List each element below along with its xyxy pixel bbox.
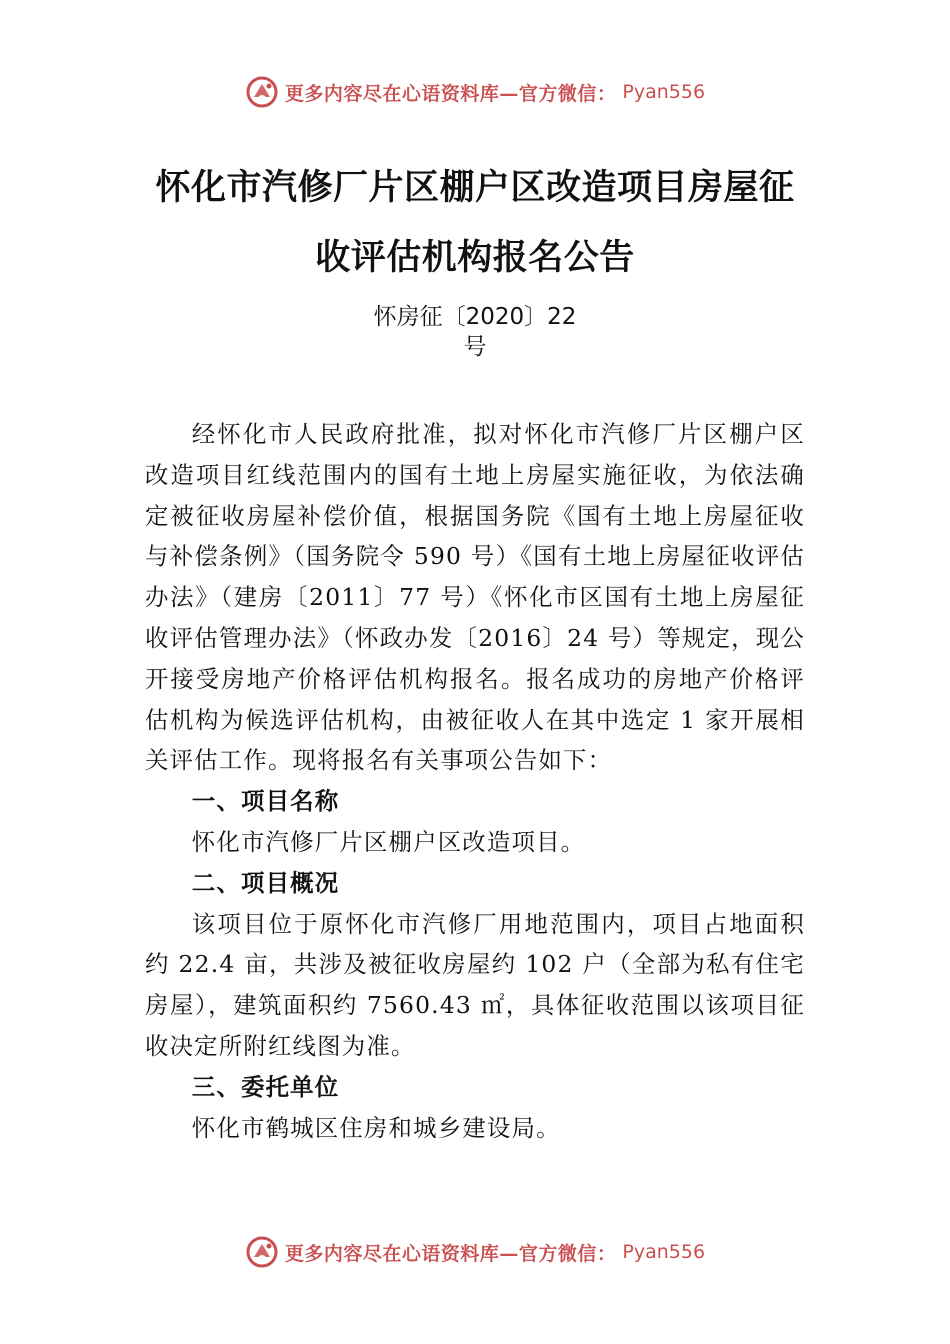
document-title-line-2: 收评估机构报名公告 <box>315 237 635 278</box>
document-body <box>145 414 805 1148</box>
watermark-footer <box>0 1232 950 1272</box>
section-content: 该项目位于原怀化市汽修厂用地范围内，项目占地面积约 22.4 亩，共涉及被征收房屋约 102 户（全部为私有住宅房屋），建筑面积约 7560.43 ㎡，具体征收范围以该项目征收决定所附红线图为准。 <box>145 909 805 1060</box>
intro-paragraph: 经怀化市人民政府批准，拟对怀化市汽修厂片区棚户区改造项目红线范围内的国有土地上房屋实施征收，为依法确定被征收房屋补偿价值，根据国务院《国有土地上房屋征收与补偿条例》（国务院令 590 号）《国有土地上房屋征收评估办法》（建房〔2011〕77 号）《怀化市区国有土地上房屋征收评估管理办法》（怀政办发〔2016〕24 号）等规定，现公开接受房地产价格评估机构报名。报名成功的房地产价格评估机构为候选评估机构，由被征收人在其中选定 1 家开展相关评估工作。现将报名有关事项公告如下： <box>145 420 805 775</box>
watermark-text: 更多内容尽在心语资料库—官方微信： <box>284 82 617 105</box>
document-number <box>0 302 950 362</box>
watermark-text: 更多内容尽在心语资料库—官方微信： <box>284 1242 617 1265</box>
watermark-wechat-id: Pyan556 <box>622 1241 706 1263</box>
section-heading: 二、项目概况 <box>191 868 340 897</box>
section-content: 怀化市鹤城区住房和城乡建设局。 <box>191 1113 561 1142</box>
library-logo-icon <box>245 1235 279 1269</box>
library-logo-icon <box>245 75 279 109</box>
section-heading: 三、委托单位 <box>191 1072 340 1101</box>
document-number-line-1: 怀房征〔2020〕22 <box>373 304 577 330</box>
document-title-line-1: 怀化市汽修厂片区棚户区改造项目房屋征 <box>155 167 795 208</box>
watermark-header <box>0 72 950 112</box>
section-heading: 一、项目名称 <box>191 787 340 816</box>
watermark-wechat-id: Pyan556 <box>622 81 706 103</box>
section-content: 怀化市汽修厂片区棚户区改造项目。 <box>191 827 586 856</box>
document-number-line-2: 号 <box>463 334 487 360</box>
